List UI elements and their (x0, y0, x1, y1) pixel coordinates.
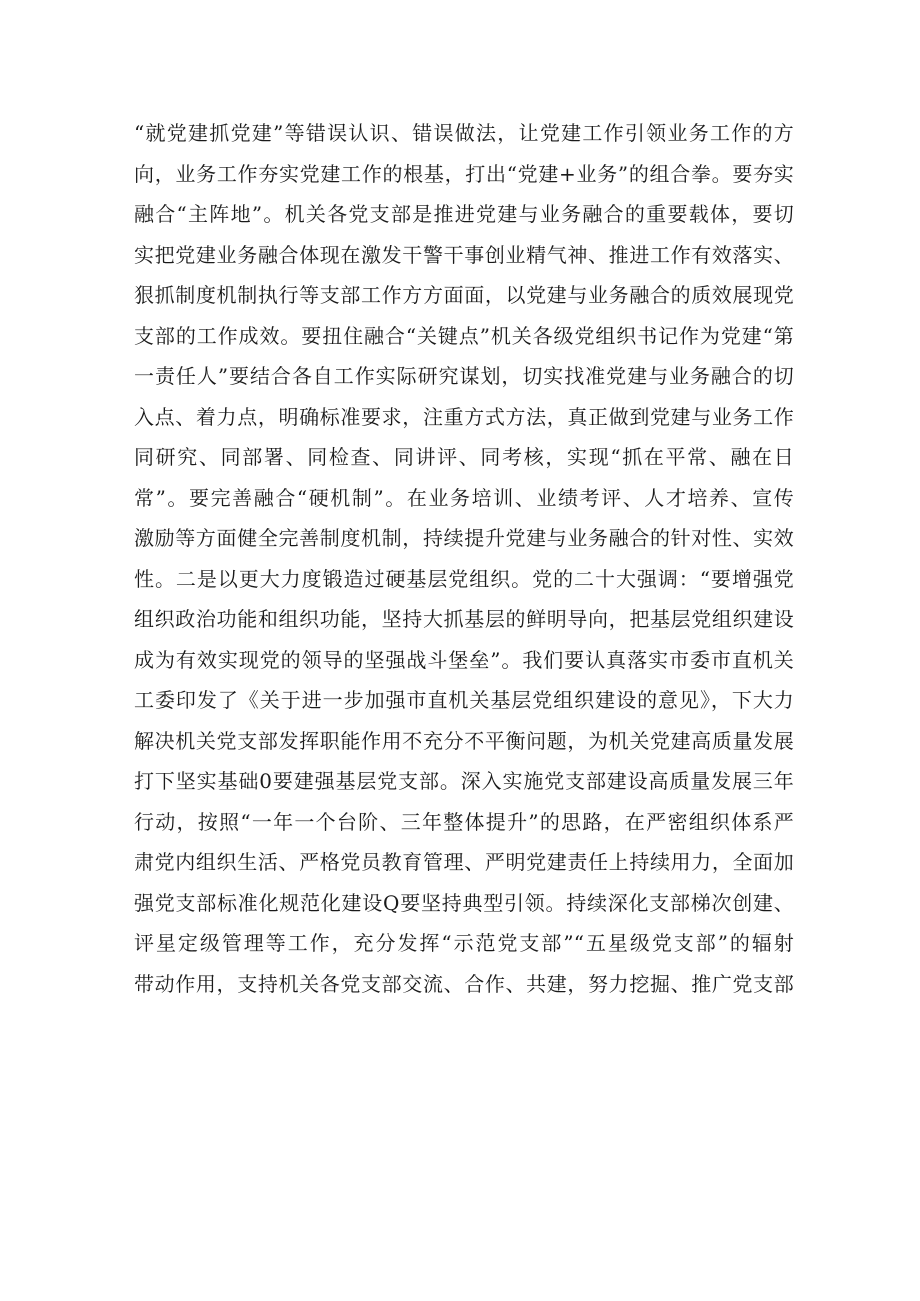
text-line: 打下坚实基础0要建强基层党支部。深入实施党支部建设高质量发展三年 (134, 769, 794, 793)
text-line: 行动，按照“一年一个台阶、三年整体提升”的思路，在严密组织体系严 (134, 809, 794, 834)
text-line: 向，业务工作夯实党建工作的根基，打出“党建+业务”的组合拳。要夯实 (134, 161, 794, 186)
text-line: 带动作用，支持机关各党支部交流、合作、共建，努力挖掘、推广党支部 (134, 971, 794, 996)
body-paragraph (134, 113, 794, 1004)
text-line: 强党支部标准化规范化建设Q要坚持典型引领。持续深化支部梯次创建、 (134, 890, 794, 915)
text-line: 融合“主阵地”。机关各党支部是推进党建与业务融合的重要载体，要切 (134, 202, 794, 226)
text-line: 入点、着力点，明确标准要求，注重方式方法，真正做到党建与业务工作 (134, 404, 794, 429)
text-line: 肃党内组织生活、严格党员教育管理、严明党建责任上持续用力，全面加 (134, 850, 794, 874)
text-line: 评星定级管理等工作，充分发挥“示范党支部”“五星级党支部”的辐射 (134, 931, 794, 955)
text-line: 成为有效实现党的领导的坚强战斗堡垒”。我们要认真落实市委市直机关 (134, 647, 794, 672)
text-line: 狠抓制度机制执行等支部工作方方面面，以党建与业务融合的质效展现党 (134, 283, 794, 307)
text-line: 解决机关党支部发挥职能作用不充分不平衡问题，为机关党建高质量发展 (134, 728, 794, 753)
text-line: 同研究、同部署、同检查、同讲评、同考核，实现“抓在平常、融在日 (134, 445, 794, 469)
text-line: 常”。要完善融合“硬机制”。在业务培训、业绩考评、人才培养、宣传 (134, 485, 794, 510)
text-line: 激励等方面健全完善制度机制，持续提升党建与业务融合的针对性、实效 (134, 526, 794, 550)
text-line: 实把党建业务融合体现在激发干警干事创业精气神、推进工作有效落实、 (134, 242, 794, 267)
text-line: 支部的工作成效。要扭住融合“关键点”机关各级党组织书记作为党建“第 (134, 323, 794, 348)
text-line: 性。二是以更大力度锻造过硬基层党组织。党的二十大强调：“要增强党 (134, 566, 794, 591)
text-line: “就党建抓党建”等错误认识、错误做法，让党建工作引领业务工作的方 (134, 121, 794, 145)
text-line: 组织政治功能和组织功能，坚持大抓基层的鲜明导向，把基层党组织建设 (134, 607, 794, 631)
text-line: 一责任人”要结合各自工作实际研究谋划，切实找准党建与业务融合的切 (134, 364, 794, 388)
text-line: 工委印发了《关于进一步加强市直机关基层党组织建设的意见》，下大力 (134, 688, 794, 712)
